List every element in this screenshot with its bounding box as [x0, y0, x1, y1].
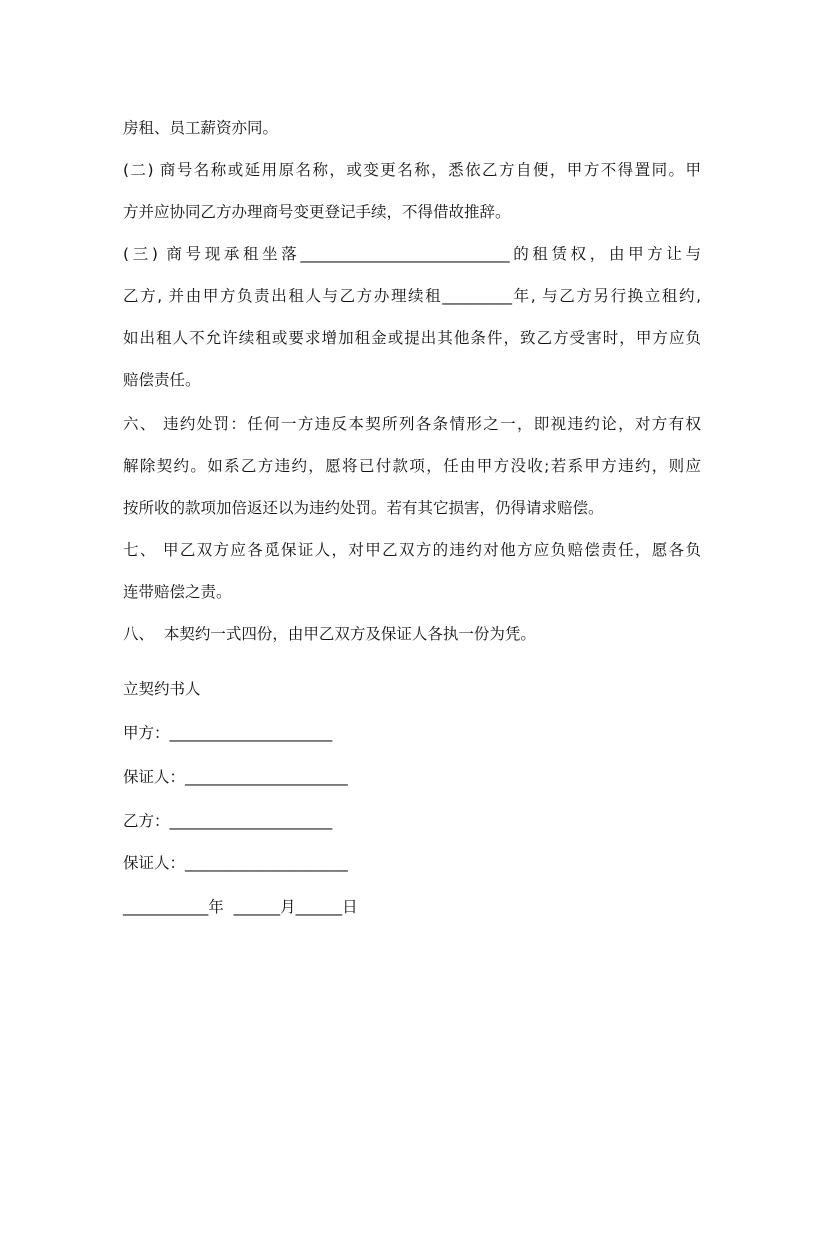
text-line: 赔偿责任。	[123, 371, 201, 389]
guarantor-b-field: 保证人：_____________________	[123, 854, 348, 872]
text-line: 如出租人不允许续租或要求增加租金或提出其他条件，致乙方受害时，甲方应负	[123, 329, 701, 347]
party-a-field: 甲方：_____________________	[123, 724, 333, 742]
signatory-heading: 立契约书人	[123, 680, 201, 698]
text-line: 六、 违约处罚：任何一方违反本契所列各条情形之一，即视违约论，对方有权	[123, 415, 701, 433]
text-line: (二) 商号名称或延用原名称，或变更名称，悉依乙方自便，甲方不得置同。甲	[123, 161, 701, 179]
text-line: (三) 商号现承租坐落___________________________的租赁权，由甲方让与	[123, 245, 701, 263]
watermark	[320, 902, 661, 1238]
text-line: 八、 本契约一式四份，由甲乙双方及保证人各执一份为凭。	[123, 625, 536, 643]
text-line: 七、 甲乙双方应各觅保证人，对甲乙双方的违约对他方应负赔偿责任，愿各负	[123, 541, 701, 559]
date-field: ___________年 ______月______日	[123, 898, 358, 916]
text-line: 房租、员工薪资亦同。	[123, 119, 279, 137]
text-line: 方并应协同乙方办理商号变更登记手续，不得借故推辞。	[123, 203, 511, 221]
text-line: 按所收的款项加倍返还以为违约处罚。若有其它损害，仍得请求赔偿。	[123, 499, 604, 517]
text-line: 乙方, 并由甲方负责出租人与乙方办理续租_________年, 与乙方另行换立租约,	[123, 287, 701, 305]
guarantor-a-field: 保证人：_____________________	[123, 768, 348, 786]
party-b-field: 乙方：_____________________	[123, 812, 333, 830]
text-line: 连带赔偿之责。	[123, 583, 232, 601]
text-line: 解除契约。如系乙方违约，愿将已付款项，任由甲方没收;若系甲方违约，则应	[123, 457, 701, 475]
